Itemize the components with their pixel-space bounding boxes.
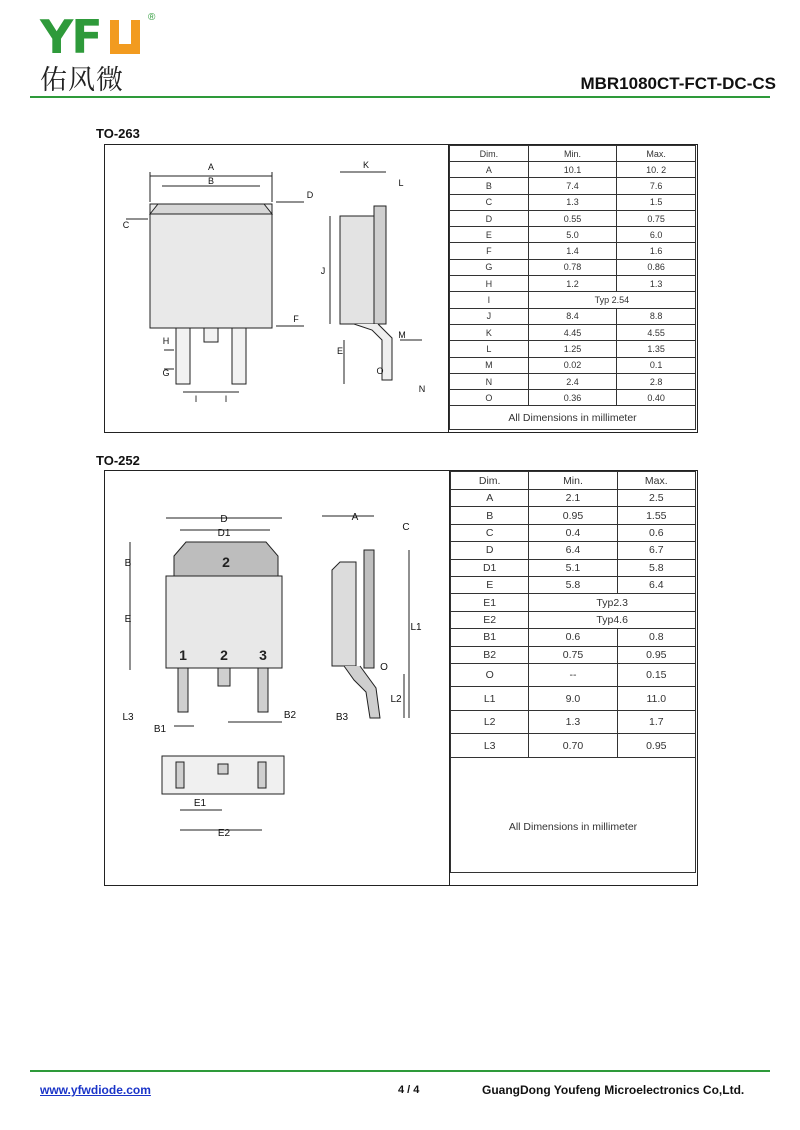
max-cell: 6.0	[617, 227, 696, 243]
min-cell: 10.1	[528, 162, 617, 178]
dim-cell: I	[450, 292, 529, 308]
min-cell: 0.4	[529, 524, 617, 541]
to263-label-n: N	[418, 384, 426, 394]
dim-cell: M	[450, 357, 529, 373]
part-number-title: MBR1080CT-FCT-DC-CS	[580, 74, 776, 93]
to263-title: TO-263	[96, 126, 140, 141]
dim-cell: B	[451, 507, 529, 524]
header-rule	[30, 96, 770, 98]
min-cell: 1.3	[529, 710, 617, 734]
max-cell: 1.3	[617, 276, 696, 292]
dim-cell: C	[451, 524, 529, 541]
to263-label-m: M	[398, 330, 406, 340]
to252-label-c: C	[402, 522, 410, 533]
to252-label-l3: L3	[122, 712, 134, 723]
table-header-row	[450, 146, 696, 162]
footer-website-link[interactable]: www.yfwdiode.com	[40, 1083, 151, 1097]
dim-cell: E	[450, 227, 529, 243]
dim-cell: B	[450, 178, 529, 194]
dim-cell: C	[450, 194, 529, 210]
to263-label-g: G	[162, 368, 170, 378]
to263-label-b: B	[207, 176, 215, 186]
to252-note: All Dimensions in millimeter	[508, 821, 638, 833]
dim-cell: O	[450, 390, 529, 406]
table-row	[450, 308, 696, 324]
to263-label-o: O	[376, 366, 384, 376]
table-row	[450, 259, 696, 275]
table-row	[450, 341, 696, 357]
to252-label-d: D	[220, 514, 228, 525]
min-cell: 0.36	[528, 390, 617, 406]
min-cell: 0.75	[529, 646, 617, 663]
to263-label-i2: I	[224, 394, 228, 404]
min-cell: 0.95	[529, 507, 617, 524]
to252-label-l2: L2	[390, 694, 402, 705]
dim-cell: N	[450, 373, 529, 389]
to252-label-e1: E1	[193, 798, 207, 809]
dim-cell: E1	[451, 594, 529, 611]
max-cell: 10. 2	[617, 162, 696, 178]
table-row	[450, 292, 696, 308]
min-cell: 0.55	[528, 210, 617, 226]
max-cell: 0.6	[617, 524, 695, 541]
min-cell: 2.1	[529, 490, 617, 507]
dim-cell: E2	[451, 611, 529, 628]
min-cell: 4.45	[528, 324, 617, 340]
max-cell: 1.7	[617, 710, 695, 734]
table-row	[450, 194, 696, 210]
dim-cell: L	[450, 341, 529, 357]
max-cell: 7.6	[617, 178, 696, 194]
to252-label-o: O	[380, 662, 388, 673]
max-cell: 6.4	[617, 576, 695, 593]
table-row	[451, 611, 696, 628]
to252-label-l1: L1	[410, 622, 422, 633]
dim-cell: B1	[451, 629, 529, 646]
to263-label-c: C	[122, 220, 130, 230]
table-note-row	[451, 757, 696, 872]
to263-label-a: A	[207, 162, 215, 172]
column-header: Max.	[617, 472, 695, 490]
to252-label-b1: B1	[153, 724, 167, 735]
max-cell: 2.8	[617, 373, 696, 389]
table-row	[451, 542, 696, 559]
to263-dimension-table	[449, 145, 696, 430]
max-cell: 4.55	[617, 324, 696, 340]
to252-title: TO-252	[96, 453, 140, 468]
min-cell: --	[529, 663, 617, 687]
table-header-row	[451, 472, 696, 490]
to252-label-b3: B3	[335, 712, 349, 723]
column-header: Dim.	[450, 146, 529, 162]
table-row	[451, 524, 696, 541]
table-row	[451, 507, 696, 524]
to263-label-j: J	[320, 266, 326, 276]
dim-cell: A	[450, 162, 529, 178]
max-cell: 0.40	[617, 390, 696, 406]
logo-latin: YF	[40, 10, 101, 64]
dim-cell: D1	[451, 559, 529, 576]
dim-cell: D	[450, 210, 529, 226]
min-cell: 5.8	[529, 576, 617, 593]
to263-drawing	[104, 144, 449, 431]
min-cell: 0.02	[528, 357, 617, 373]
max-cell: 1.35	[617, 341, 696, 357]
max-cell: 0.95	[617, 646, 695, 663]
max-cell: 1.55	[617, 507, 695, 524]
table-row	[451, 594, 696, 611]
dim-cell: J	[450, 308, 529, 324]
table-row	[450, 373, 696, 389]
min-cell: 0.6	[529, 629, 617, 646]
to263-label-e: E	[336, 346, 344, 356]
table-row	[451, 629, 696, 646]
to263-label-f: F	[293, 314, 299, 324]
table-note-cell	[451, 757, 696, 872]
typ-cell: Typ4.6	[529, 611, 696, 628]
min-cell: 5.0	[528, 227, 617, 243]
table-row	[451, 576, 696, 593]
max-cell: 0.1	[617, 357, 696, 373]
to263-label-k: K	[362, 160, 370, 170]
to263-label-d: D	[306, 190, 314, 200]
min-cell: 0.78	[528, 259, 617, 275]
footer-company-name: GuangDong Youfeng Microelectronics Co,Ltd.	[482, 1083, 745, 1097]
to252-pin1-label: 1	[179, 647, 187, 663]
typ-cell: Typ2.3	[529, 594, 696, 611]
min-cell: 1.2	[528, 276, 617, 292]
table-row	[451, 710, 696, 734]
to252-label-a: A	[351, 512, 359, 523]
to263-label-i1: I	[194, 394, 198, 404]
table-row	[450, 243, 696, 259]
min-cell: 7.4	[528, 178, 617, 194]
dim-cell: B2	[451, 646, 529, 663]
to252-dimension-table	[450, 471, 696, 873]
max-cell: 11.0	[617, 687, 695, 711]
max-cell: 1.6	[617, 243, 696, 259]
to263-label-l: L	[398, 178, 404, 188]
max-cell: 2.5	[617, 490, 695, 507]
to252-pin3-label: 3	[259, 647, 267, 663]
min-cell: 1.3	[528, 194, 617, 210]
table-row	[450, 324, 696, 340]
min-cell: 2.4	[528, 373, 617, 389]
to252-label-b2: B2	[283, 710, 297, 721]
column-header: Min.	[529, 472, 617, 490]
max-cell: 0.86	[617, 259, 696, 275]
table-row	[451, 663, 696, 687]
to263-note: All Dimensions in millimeter	[508, 412, 637, 424]
footer-page-number: 4 / 4	[398, 1084, 420, 1096]
to252-pin2-label: 2	[220, 647, 228, 663]
to252-label-d1: D1	[217, 528, 231, 539]
typ-cell: Typ 2.54	[528, 292, 695, 308]
table-row	[450, 210, 696, 226]
max-cell: 8.8	[617, 308, 696, 324]
dim-cell: G	[450, 259, 529, 275]
dim-cell: F	[450, 243, 529, 259]
dim-cell: H	[450, 276, 529, 292]
table-row	[451, 559, 696, 576]
table-row	[450, 178, 696, 194]
column-header: Max.	[617, 146, 696, 162]
column-header: Dim.	[451, 472, 529, 490]
dim-cell: D	[451, 542, 529, 559]
min-cell: 8.4	[528, 308, 617, 324]
logo-mark	[110, 20, 140, 54]
max-cell: 0.95	[617, 734, 695, 758]
table-row	[451, 490, 696, 507]
min-cell: 1.4	[528, 243, 617, 259]
footer-rule	[30, 1070, 770, 1072]
to252-label-e2: E2	[217, 828, 231, 839]
dim-cell: K	[450, 324, 529, 340]
column-header: Min.	[528, 146, 617, 162]
company-logo	[40, 8, 180, 96]
dim-cell: L2	[451, 710, 529, 734]
dim-cell: A	[451, 490, 529, 507]
to263-label-h: H	[162, 336, 170, 346]
max-cell: 0.15	[617, 663, 695, 687]
to252-tab-label: 2	[222, 554, 230, 570]
max-cell: 5.8	[617, 559, 695, 576]
dim-cell: O	[451, 663, 529, 687]
to252-label-b: B	[124, 558, 132, 569]
table-row	[450, 227, 696, 243]
min-cell: 6.4	[529, 542, 617, 559]
to252-label-e: E	[124, 614, 132, 625]
table-row	[450, 276, 696, 292]
logo-chinese: 佑风微	[40, 65, 124, 96]
logo-registered: ®	[148, 12, 156, 23]
max-cell: 0.8	[617, 629, 695, 646]
table-row	[451, 687, 696, 711]
dim-cell: E	[451, 576, 529, 593]
table-row	[451, 734, 696, 758]
min-cell: 0.70	[529, 734, 617, 758]
dim-cell: L3	[451, 734, 529, 758]
table-row	[451, 646, 696, 663]
table-row	[450, 357, 696, 373]
min-cell: 1.25	[528, 341, 617, 357]
max-cell: 6.7	[617, 542, 695, 559]
min-cell: 5.1	[529, 559, 617, 576]
to252-drawing	[104, 470, 449, 884]
dim-cell: L1	[451, 687, 529, 711]
table-row	[450, 162, 696, 178]
table-row	[450, 390, 696, 406]
min-cell: 9.0	[529, 687, 617, 711]
max-cell: 0.75	[617, 210, 696, 226]
max-cell: 1.5	[617, 194, 696, 210]
